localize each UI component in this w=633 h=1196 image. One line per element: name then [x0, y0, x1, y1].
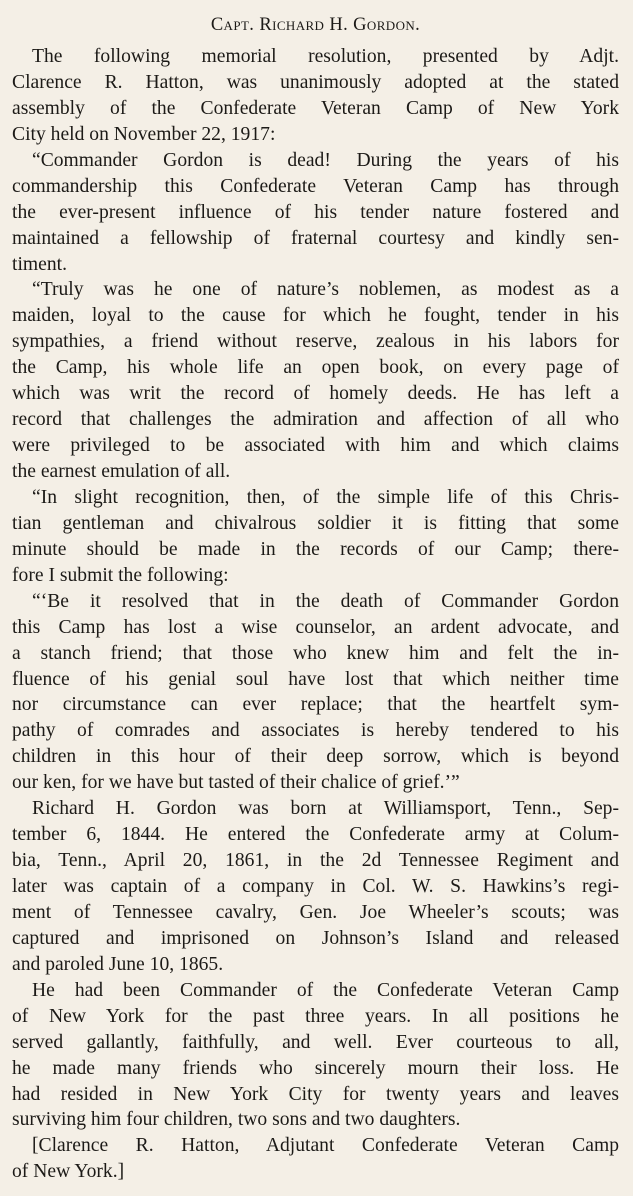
text-line: City held on November 22, 1917:: [12, 123, 276, 145]
text-line: tember 6, 1844. He entered the Confederate army at Colum-: [12, 824, 619, 846]
text-line: [Clarence R. Hatton, Adjutant Confederate Veteran Camp: [32, 1135, 619, 1157]
text-line: The following memorial resolution, presented by Adjt.: [32, 46, 619, 67]
text-line: the earnest emulation of all.: [12, 461, 231, 482]
text-line: maintained a fellowship of fraternal courtesy and kindly sen-: [12, 227, 619, 249]
text-line: a stanch friend; that those who knew him and felt the in-: [12, 642, 619, 664]
text-line: Clarence R. Hatton, was unanimously adopted at the stated: [12, 71, 619, 93]
text-line: “Truly was he one of nature’s noblemen, as modest as a: [32, 279, 619, 301]
text-line: the ever-present influence of his tender nature fostered and: [12, 201, 619, 223]
text-line: “In slight recognition, then, of the simple life of this Chris-: [32, 486, 619, 508]
text-line: minute should be made in the records of our Camp; there-: [12, 538, 619, 560]
text-line: pathy of comrades and associates is hereby tendered to his: [12, 720, 619, 742]
text-line: He had been Commander of the Confederate Veteran Camp: [32, 979, 619, 1001]
text-line: fluence of his genial soul have lost that which neither time: [12, 668, 619, 690]
text-line: which was writ the record of homely deeds. He has left a: [12, 383, 619, 405]
text-line: ment of Tennessee cavalry, Gen. Joe Wheeler’s scouts; was: [12, 901, 619, 923]
text-line: record that challenges the admiration and affection of all who: [12, 409, 619, 431]
text-line: nor circumstance can ever replace; that the heartfelt sym-: [12, 694, 619, 716]
text-line: had resided in New York City for twenty years and leaves: [12, 1083, 619, 1105]
text-line: bia, Tenn., April 20, 1861, in the 2d Tennessee Regiment and: [12, 850, 619, 872]
text-line: and paroled June 10, 1865.: [12, 953, 224, 975]
text-line: maiden, loyal to the cause for which he fought, tender in his: [12, 305, 619, 327]
text-line: surviving him four children, two sons and two daughters.: [12, 1109, 461, 1131]
text-line: this Camp has lost a wise counselor, an ardent advocate, and: [12, 616, 619, 638]
signature-paragraph: [12, 1133, 619, 1185]
text-line: were privileged to be associated with him and which claims: [12, 435, 619, 457]
text-line: the Camp, his whole life an open book, on every page of: [12, 357, 619, 379]
text-line: commandership this Confederate Veteran Camp has through: [12, 175, 619, 197]
text-line: assembly of the Confederate Veteran Camp of New York: [12, 97, 619, 119]
quote-paragraph-2: [12, 277, 619, 485]
resolution-paragraph: [12, 589, 619, 797]
text-line: later was captain of a company in Col. W. S. Hawkins’s regi-: [12, 876, 619, 897]
quote-paragraph-1: [12, 148, 619, 278]
intro-paragraph: [12, 44, 619, 148]
article-title: Capt. Richard H. Gordon.: [210, 15, 421, 35]
biography-paragraph: [12, 796, 619, 978]
text-line: “Commander Gordon is dead! During the years of his: [32, 149, 619, 171]
text-line: of New York.]: [12, 1161, 125, 1183]
text-line: our ken, for we have but tasted of their chalice of grief.’”: [12, 772, 460, 794]
text-line: children in this hour of their deep sorrow, which is beyond: [12, 746, 619, 768]
text-line: captured and imprisoned on Johnson’s Island and released: [12, 927, 619, 949]
commander-paragraph: [12, 978, 619, 1134]
text-line: timent.: [12, 253, 67, 275]
text-line: he made many friends who sincerely mourn their loss. He: [12, 1057, 619, 1079]
text-line: Richard H. Gordon was born at Williamsport, Tenn., Sep-: [32, 798, 619, 820]
article-body: [12, 44, 619, 1185]
text-line: served gallantly, faithfully, and well. Ever courteous to all,: [12, 1031, 619, 1053]
text-line: sympathies, a friend without reserve, zealous in his labors for: [12, 331, 619, 353]
quote-paragraph-3: [12, 485, 619, 589]
text-line: tian gentleman and chivalrous soldier it is fitting that some: [12, 512, 619, 534]
text-line: “‘Be it resolved that in the death of Commander Gordon: [32, 590, 619, 612]
text-line: fore I submit the following:: [12, 564, 229, 586]
text-line: of New York for the past three years. In all positions he: [12, 1005, 619, 1027]
